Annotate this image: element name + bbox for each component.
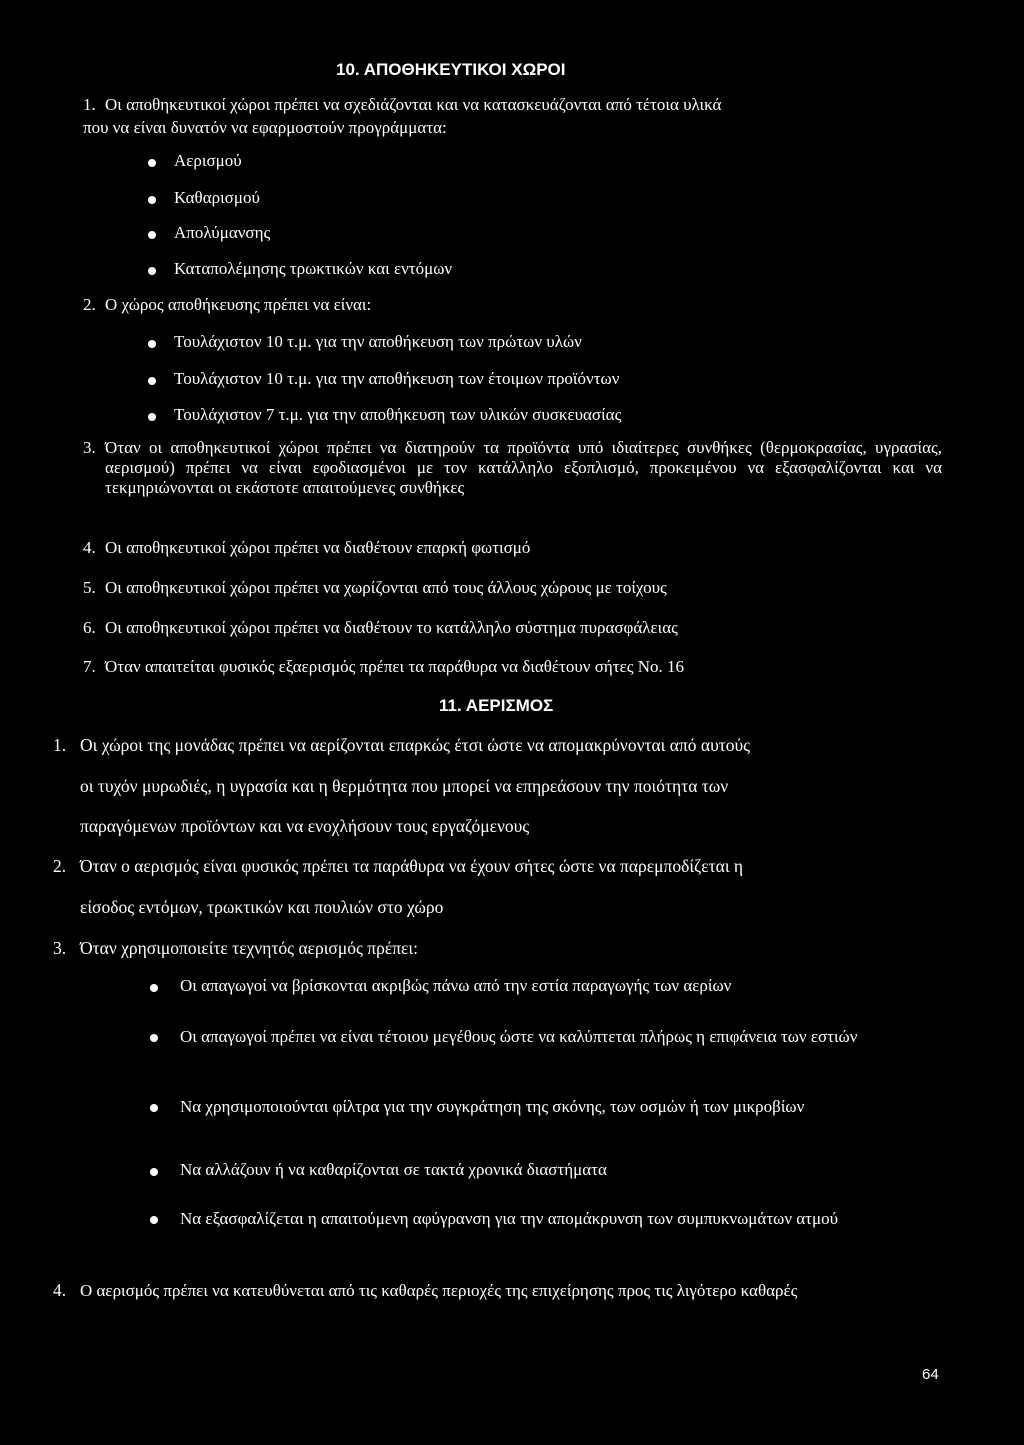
paragraph-line: Οι αποθηκευτικοί χώροι πρέπει να διαθέτουν επαρκή φωτισμό <box>105 538 531 557</box>
paragraph-line: Όταν χρησιμοποιείτε τεχνητός αερισμός πρέπει: <box>80 938 418 958</box>
paragraph-line: Ο χώρος αποθήκευσης πρέπει να είναι: <box>105 295 372 314</box>
bullet-icon <box>150 1104 158 1112</box>
bullet-icon <box>150 984 158 992</box>
paragraph-line: Οι αποθηκευτικοί χώροι πρέπει να διαθέτουν το κατάλληλο σύστημα πυρασφάλειας <box>105 618 678 637</box>
list-item: Αερισμού <box>174 151 242 170</box>
list-item: Οι απαγωγοί πρέπει να είναι τέτοιου μεγέθους ώστε να καλύπτεται πλήρως η επιφάνεια των εστιών <box>180 1027 858 1046</box>
item-number: 3. <box>53 938 67 958</box>
item-number: 4. <box>83 538 96 557</box>
item-number: 7. <box>83 657 96 676</box>
paragraph-line: που να είναι δυνατόν να εφαρμοστούν προγράμματα: <box>83 118 447 137</box>
paragraph: Ο αερισμός πρέπει να κατευθύνεται από τις καθαρές περιοχές της επιχείρησης προς τις λιγότερο καθαρές <box>80 1281 798 1300</box>
list-item: Να αλλάζουν ή να καθαρίζονται σε τακτά χρονικά διαστήματα <box>180 1160 607 1179</box>
bullet-icon <box>148 267 156 275</box>
paragraph-line: Οι αποθηκευτικοί χώροι πρέπει να σχεδιάζονται και να κατασκευάζονται από τέτοια υλικά <box>105 95 722 114</box>
bullet-icon <box>148 340 156 348</box>
list-item: Να εξασφαλίζεται η απαιτούμενη αφύγρανση για την απομάκρυνση των συμπυκνωμάτων ατμού <box>180 1209 839 1228</box>
item-number: 5. <box>83 578 96 597</box>
paragraph-line: παραγόμενων προϊόντων και να ενοχλήσουν τους εργαζόμενους <box>80 816 530 836</box>
bullet-icon <box>150 1168 158 1176</box>
paragraph-line: οι τυχόν μυρωδιές, η υγρασία και η θερμότητα που μπορεί να επηρεάσουν την ποιότητα των <box>80 776 729 796</box>
paragraph-line: Όταν απαιτείται φυσικός εξαερισμός πρέπει τα παράθυρα να διαθέτουν σήτες Νο. 16 <box>105 657 685 676</box>
section-10-title: 10. ΑΠΟΘΗΚΕΥΤΙΚΟΙ ΧΩΡΟΙ <box>336 60 566 79</box>
paragraph-text: Όταν οι αποθηκευτικοί χώροι πρέπει να διατηρούν τα προϊόντα υπό ιδιαίτερες συνθήκες (θερμοκρασίας, υγρασίας, αερισμού) πρέπει να είναι εφοδιασμένοι με τον κατάλληλο εξοπλισμό, προκειμένου να εξασφαλίζονται και να τεκμηριώνονται οι εκάστοτε απαιτούμενες συνθήκες <box>105 438 942 497</box>
paragraph <box>105 438 942 498</box>
item-number: 3. <box>83 438 96 457</box>
bullet-icon <box>148 231 156 239</box>
list-item: Καθαρισμού <box>174 188 260 207</box>
bullet-icon <box>148 377 156 385</box>
item-number: 2. <box>83 295 96 314</box>
list-item: Τουλάχιστον 10 τ.μ. για την αποθήκευση των πρώτων υλών <box>174 332 582 351</box>
section-11-title: 11. ΑΕΡΙΣΜΟΣ <box>439 696 554 715</box>
list-item: Τουλάχιστον 10 τ.μ. για την αποθήκευση των έτοιμων προϊόντων <box>174 369 620 388</box>
page-number: 64 <box>922 1366 939 1383</box>
paragraph-line: είσοδος εντόμων, τρωκτικών και πουλιών στο χώρο <box>80 897 444 917</box>
bullet-icon <box>148 196 156 204</box>
bullet-icon <box>148 413 156 421</box>
paragraph-line: Όταν ο αερισμός είναι φυσικός πρέπει τα παράθυρα να έχουν σήτες ώστε να παρεμποδίζεται η <box>80 856 744 876</box>
item-number: 6. <box>83 618 96 637</box>
list-item: Να χρησιμοποιούνται φίλτρα για την συγκράτηση της σκόνης, των οσμών ή των μικροβίων <box>180 1097 805 1116</box>
bullet-icon <box>150 1216 158 1224</box>
item-number: 1. <box>83 95 96 114</box>
bullet-icon <box>150 1034 158 1042</box>
list-item: Τουλάχιστον 7 τ.μ. για την αποθήκευση των υλικών συσκευασίας <box>174 405 622 424</box>
paragraph-line: Οι χώροι της μονάδας πρέπει να αερίζονται επαρκώς έτσι ώστε να απομακρύνονται από αυτούς <box>80 735 751 755</box>
item-number: 1. <box>53 735 67 755</box>
list-item: Καταπολέμησης τρωκτικών και εντόμων <box>174 259 453 278</box>
item-number: 2. <box>53 856 67 876</box>
list-item: Οι απαγωγοί να βρίσκονται ακριβώς πάνω από την εστία παραγωγής των αερίων <box>180 976 732 995</box>
item-number: 4. <box>53 1280 67 1300</box>
paragraph-line: Οι αποθηκευτικοί χώροι πρέπει να χωρίζονται από τους άλλους χώρους με τοίχους <box>105 578 667 597</box>
bullet-icon <box>148 159 156 167</box>
list-item: Απολύμανσης <box>174 223 271 242</box>
